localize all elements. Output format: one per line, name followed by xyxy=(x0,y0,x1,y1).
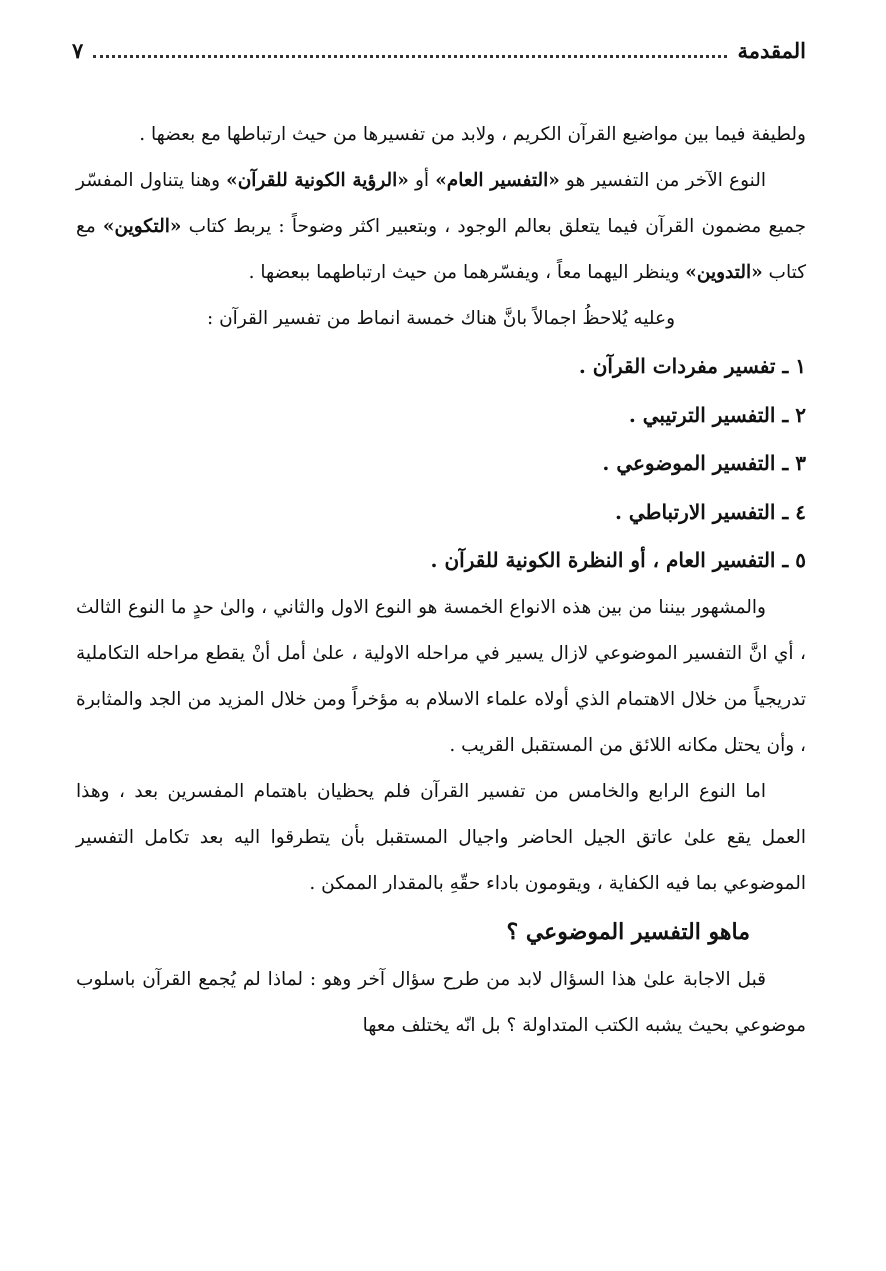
list-item: ٣ ـ التفسير الموضوعي . xyxy=(602,451,806,475)
bold-term-tadwin: «التدوين» xyxy=(685,262,763,283)
text-run: وينظر اليهما معاً ، ويفسّرهما من حيث ارتباطهما ببعضها . xyxy=(248,262,686,283)
list-item: ٥ ـ التفسير العام ، أو النظرة الكونية للقرآن . xyxy=(430,548,806,572)
bold-term-takwin: «التكوين» xyxy=(102,216,182,237)
text-run: وهنا يتناول المفسّر جميع مضمون القرآن فيما يتعلق بعالم الوجود ، وبتعبير اكثر وضوحاً : يربط كتاب xyxy=(76,170,806,237)
paragraph-continued: ولطيفة فيما بين مواضيع القرآن الكريم ، ولابد من تفسيرها من حيث ارتباطها مع بعضها . xyxy=(139,124,806,145)
paragraph-question: قبل الاجابة علىٰ هذا السؤال لابد من طرح سؤال آخر وهو : لماذا لم يُجمع القرآن باسلوب موضوعي بحيث يشبه الكتب المتداولة ؟ بل انّه يختلف معها xyxy=(76,968,806,1036)
list-item: ٢ ـ التفسير الترتيبي . xyxy=(628,402,806,427)
bold-term-general-tafsir: «التفسير العام» xyxy=(435,170,560,191)
list-item: ١ ـ تفسير مفردات القرآن . xyxy=(578,354,806,378)
paragraph-famous-types: والمشهور بيننا من بين هذه الانواع الخمسة هو النوع الاول والثاني ، والىٰ حدٍ ما النوع الثالث ، أي انَّ التفسير الموضوعي لازال يسير في مراحله الاولية ، علىٰ أمل أنْ يقطع مراحله التكاملية تدريجياً من خلال الاهتمام الذي أولاه علماء الاسلام به مؤخراً ومن خلال المزيد من الجد والمثابرة ، وأن يحتل مكانه اللائق من المستقبل القريب . xyxy=(76,596,806,756)
dot-leader xyxy=(93,55,727,58)
section-heading: ماهو التفسير الموضوعي ؟ xyxy=(506,918,750,945)
page-body xyxy=(76,112,806,1049)
text-run: النوع الآخر من التفسير هو xyxy=(559,170,766,191)
tafsir-types-list xyxy=(76,342,806,585)
page-number: ٧ xyxy=(72,37,84,63)
paragraph-five-types-intro: وعليه يُلاحظُ اجمالاً بانَّ هناك خمسة انماط من تفسير القرآن : xyxy=(206,308,676,329)
text-run: أو xyxy=(408,170,436,191)
list-item: ٤ ـ التفسير الارتباطي . xyxy=(614,499,806,524)
text-run: مع كتاب xyxy=(76,216,806,283)
paragraph-fourth-fifth: اما النوع الرابع والخامس من تفسير القرآن فلم يحظيان باهتمام المفسرين بعد ، وهذا العمل يقع علىٰ عاتق الجيل الحاضر واجيال المستقبل بأن يتطرقوا اليه بعد تكامل التفسير الموضوعي بما فيه الكفاية ، ويقومون باداء حقّهِ بالمقدار الممكن . xyxy=(76,780,806,894)
chapter-title: المقدمة xyxy=(737,37,806,63)
bold-term-cosmic-view: «الرؤية الكونية للقرآن» xyxy=(226,170,409,191)
paragraph-general-tafsir xyxy=(76,158,806,296)
running-header xyxy=(72,30,806,70)
